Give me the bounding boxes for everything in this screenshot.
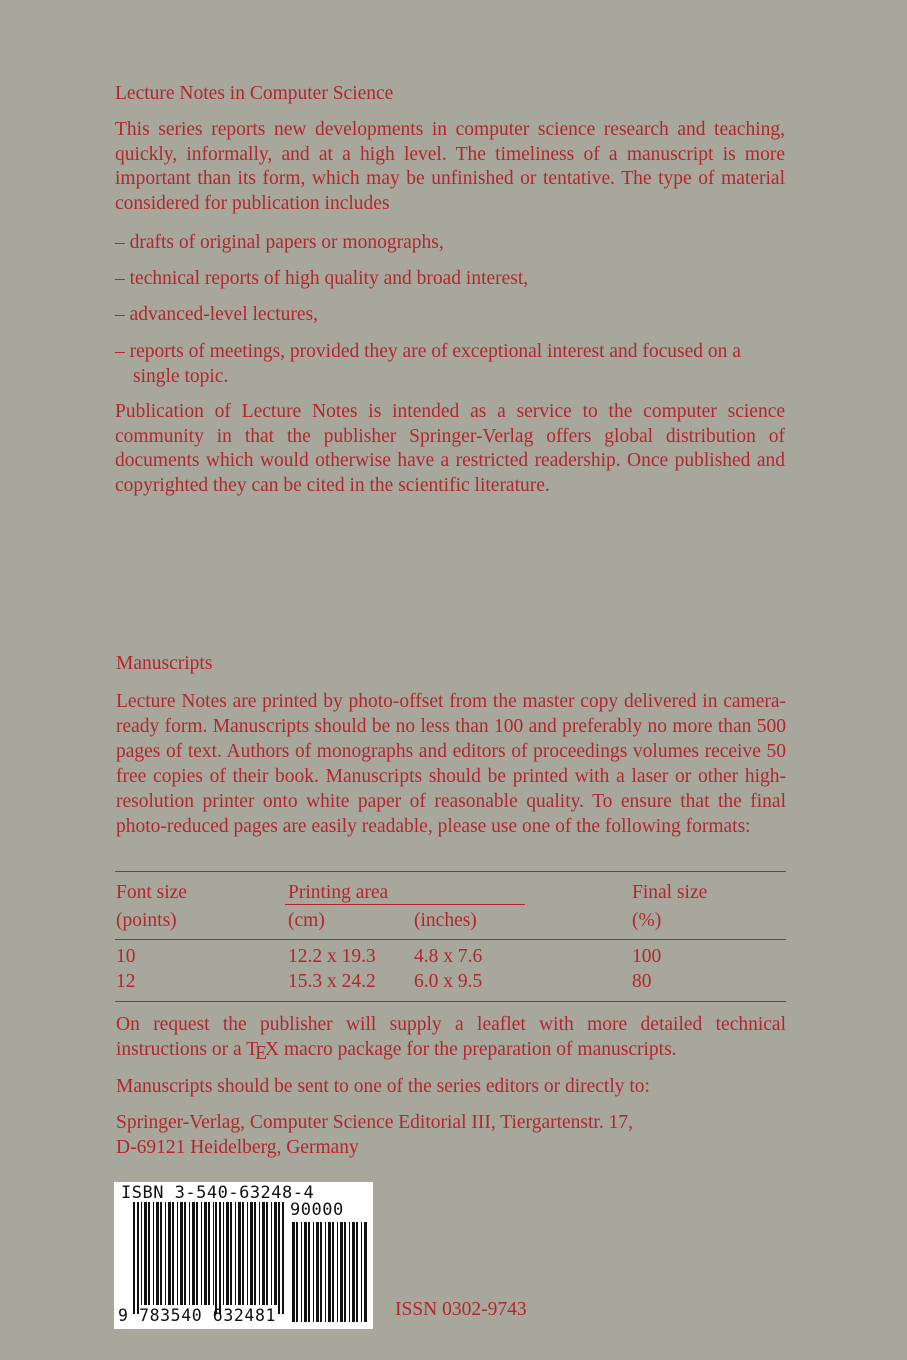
series-item-4: – reports of meetings, provided they are of exceptional interest and focused on a single topic. (115, 341, 741, 387)
barcode-bar (144, 1202, 147, 1305)
barcode-bar (235, 1202, 236, 1305)
barcode-bar (141, 1202, 142, 1305)
manuscripts-paragraph: Lecture Notes are printed by photo-offset from the master copy delivered in camera-ready form. Manuscripts should be no less than 100 and preferably no more than 500 pages of text. Authors of monographs and editors of proceedings volumes receive 50 free copies of their book. Manuscripts should be printed with a laser or other high-resolution printer onto white paper of reasonable quality. To ensure that the final photo-reduced pages are easily readable, please use one of the following formats: (116, 691, 786, 837)
manuscripts-heading: Manuscripts (116, 653, 213, 674)
printing-area-underline (285, 904, 525, 905)
series-item-1: – drafts of original papers or monographs, (115, 232, 444, 253)
barcode-bar (274, 1202, 277, 1305)
barcode-label (114, 1182, 373, 1329)
barcode-bar (340, 1222, 343, 1322)
barcode-bar (266, 1202, 268, 1305)
barcode-addon-number: 90000 (290, 1200, 344, 1220)
barcode-guard-bar (282, 1202, 284, 1314)
barcode-bar (165, 1202, 166, 1305)
barcode-bar (226, 1202, 229, 1305)
col-font-size: Font size (116, 882, 187, 903)
tex-logo-e: E (255, 1042, 268, 1064)
barcode-bar (316, 1222, 319, 1322)
barcode-guard-bar (219, 1202, 221, 1314)
barcode-bar (292, 1222, 295, 1322)
barcode-guard-bar (215, 1202, 217, 1314)
ean-number: 9 783540 632481 (118, 1306, 277, 1325)
barcode-bar (304, 1222, 307, 1322)
barcode-bar (332, 1222, 334, 1322)
table-cell-final: 100 (632, 946, 662, 967)
barcode-bar (250, 1202, 253, 1305)
barcode-bar (254, 1202, 256, 1305)
barcode-bar (259, 1202, 260, 1305)
table-cell-inches: 4.8 x 7.6 (414, 946, 483, 967)
barcode-bar (230, 1202, 232, 1305)
barcode-bar (156, 1202, 159, 1305)
tex-logo-x: X (265, 1038, 280, 1060)
request-paragraph (116, 1013, 786, 1062)
barcode-bar (301, 1222, 302, 1322)
barcode-bar (247, 1202, 248, 1305)
barcode-bar (242, 1202, 244, 1305)
table-bottom-rule (115, 1001, 786, 1002)
barcode-bar (364, 1222, 367, 1322)
barcode-bar (320, 1222, 322, 1322)
barcode-bar (361, 1222, 362, 1322)
barcode-bar (337, 1222, 338, 1322)
barcode-bar (148, 1202, 150, 1305)
barcode-bar (238, 1202, 241, 1305)
request-text-after: macro package for the preparation of manuscripts. (279, 1038, 677, 1060)
barcode-bar (192, 1202, 195, 1305)
barcode-bar (160, 1202, 162, 1305)
barcode-bar (213, 1202, 214, 1305)
request-text-before: On request the publisher will supply a leaflet with more detailed technical instructions or a T (116, 1014, 786, 1060)
barcode-bar (223, 1202, 224, 1305)
barcode-bar (308, 1222, 310, 1322)
barcode-bar (180, 1202, 183, 1305)
address-line-2: D-69121 Heidelberg, Germany (116, 1137, 359, 1158)
table-cell-inches: 6.0 x 9.5 (414, 971, 483, 992)
table-cell-final: 80 (632, 971, 652, 992)
col-printing-area: Printing area (288, 882, 389, 903)
barcode-bar (356, 1222, 358, 1322)
table-cell-points: 12 (116, 971, 136, 992)
series-item-2: – technical reports of high quality and broad interest, (115, 268, 529, 289)
barcode-bar (208, 1202, 210, 1305)
table-cell-points: 10 (116, 946, 136, 967)
table-cell-cm: 15.3 x 24.2 (288, 971, 376, 992)
barcode-bar (153, 1202, 154, 1305)
barcode-bar (313, 1222, 314, 1322)
col-final-size: Final size (632, 882, 708, 903)
table-header-rule (115, 939, 786, 940)
barcode-bar (344, 1222, 346, 1322)
barcode-bar (352, 1222, 355, 1322)
issn-number: ISSN 0302-9743 (395, 1299, 527, 1320)
barcode-bar (201, 1202, 202, 1305)
barcode-bar (296, 1222, 298, 1322)
series-item-3: – advanced-level lectures, (115, 304, 319, 325)
address-line-1: Springer-Verlag, Computer Science Editorial III, Tiergartenstr. 17, (116, 1112, 633, 1133)
barcode-guard-bar (133, 1202, 135, 1314)
series-heading: Lecture Notes in Computer Science (115, 83, 394, 104)
barcode-bar (184, 1202, 186, 1305)
table-cell-cm: 12.2 x 19.3 (288, 946, 376, 967)
col-cm: (cm) (288, 910, 325, 931)
table-top-rule (115, 871, 786, 872)
col-inches: (inches) (414, 910, 477, 931)
barcode-bar (172, 1202, 174, 1305)
barcode-guard-bar (278, 1202, 280, 1314)
barcode-bar (204, 1202, 207, 1305)
send-to-line: Manuscripts should be sent to one of the series editors or directly to: (116, 1076, 650, 1097)
barcode-guard-bar (137, 1202, 139, 1314)
barcode-bar (177, 1202, 178, 1305)
barcode-bar (168, 1202, 171, 1305)
barcode-bar (196, 1202, 198, 1305)
isbn-number: ISBN 3-540-63248-4 (121, 1183, 315, 1203)
barcode-bar (271, 1202, 272, 1305)
series-intro-paragraph: This series reports new developments in computer science research and teaching, quickly, informally, and at a high level. The timeliness of a manuscript is more important than its form, which may be unfinished or tentative. The type of material considered for publication includes (115, 119, 785, 214)
barcode-bar (262, 1202, 265, 1305)
barcode-bar (189, 1202, 190, 1305)
col-final-size-unit: (%) (632, 910, 662, 931)
barcode-bar (325, 1222, 326, 1322)
barcode-bar (328, 1222, 331, 1322)
col-font-size-unit: (points) (116, 910, 177, 931)
publication-paragraph: Publication of Lecture Notes is intended as a service to the computer science community in that the publisher Springer-Verlag offers global distribution of documents which would otherwise have a restricted readership. Once published and copyrighted they can be cited in the scientific literature. (115, 401, 785, 496)
barcode-bar (349, 1222, 350, 1322)
